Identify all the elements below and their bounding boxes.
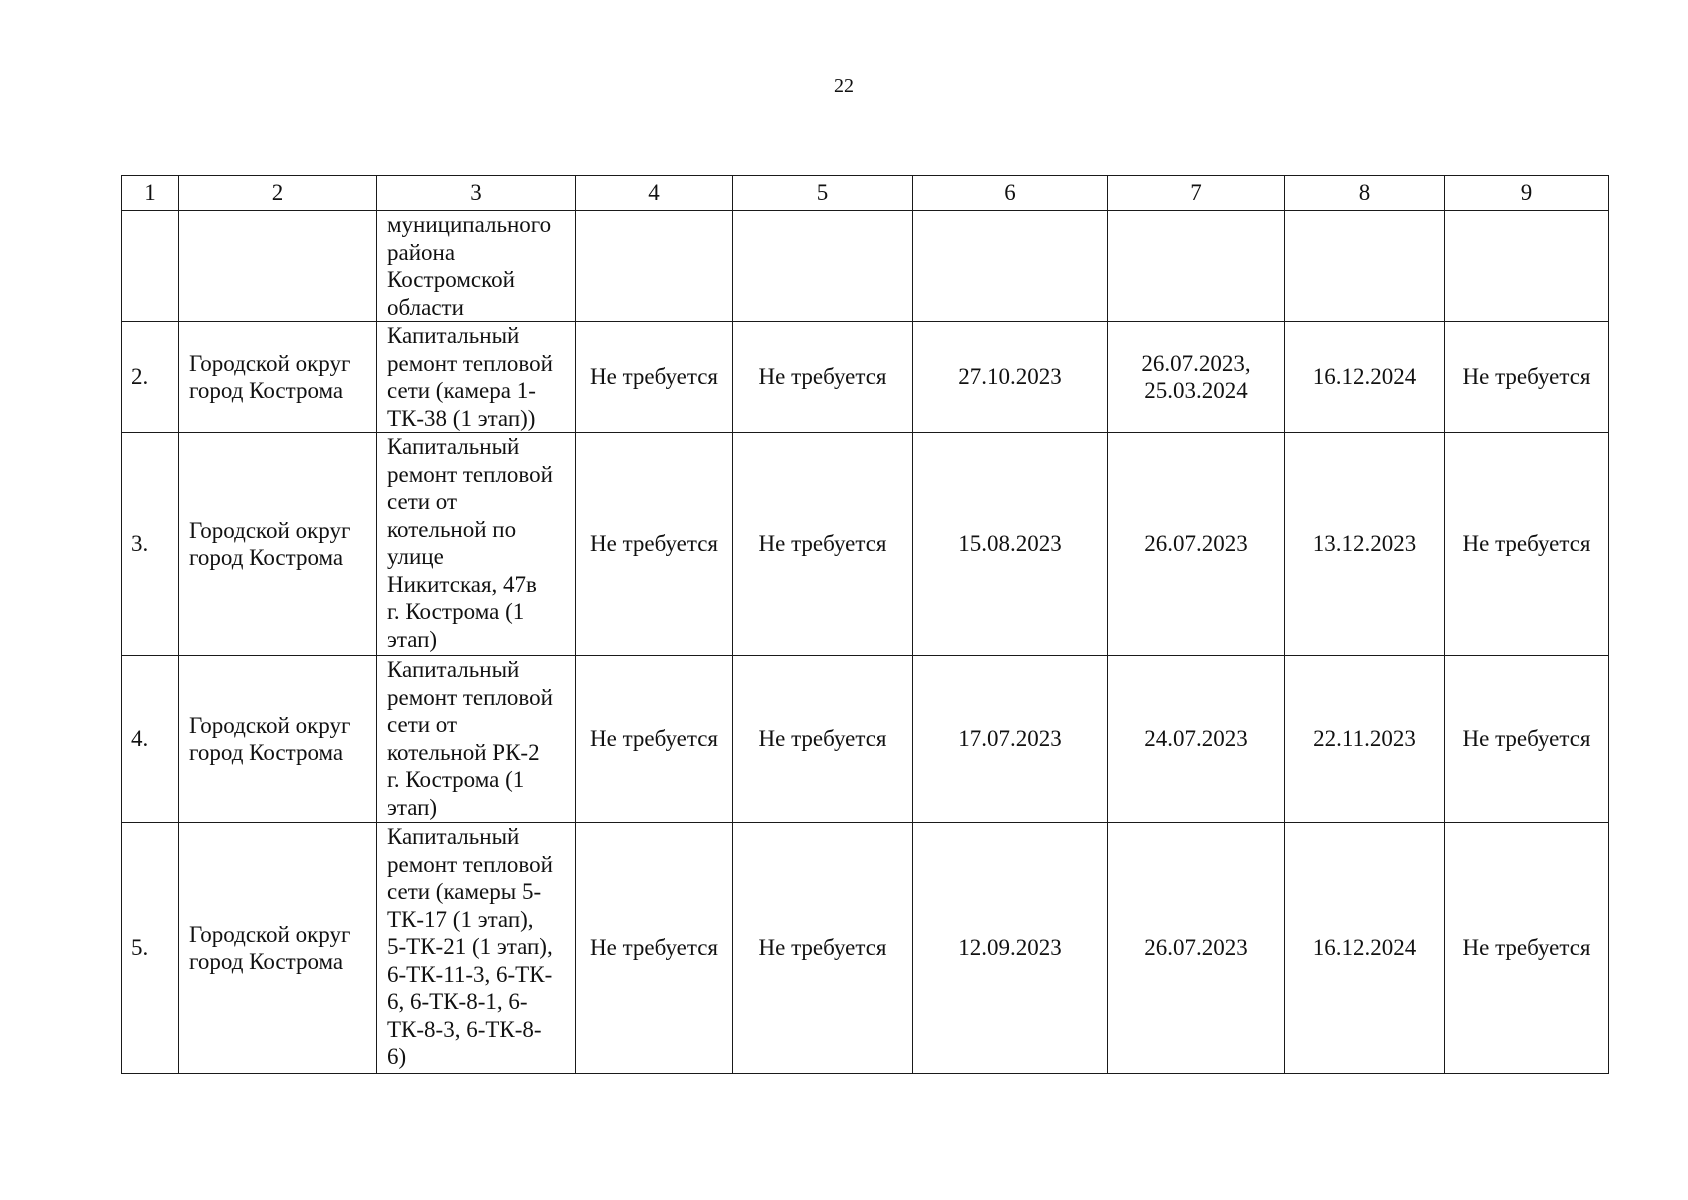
cell-line: муниципального bbox=[387, 212, 552, 237]
table-header-row bbox=[122, 176, 1609, 211]
cell-col9 bbox=[1445, 211, 1609, 322]
cell-col5 bbox=[733, 211, 913, 322]
cell-line: сети от bbox=[387, 489, 458, 514]
cell-col6: 12.09.2023 bbox=[913, 823, 1108, 1074]
cell-line: Капитальный bbox=[387, 323, 520, 348]
cell-col8: 16.12.2024 bbox=[1285, 322, 1445, 433]
cell-line: 6-ТК-11-3, 6-ТК- bbox=[387, 961, 553, 987]
table-row bbox=[122, 656, 1609, 823]
cell-object bbox=[377, 823, 576, 1074]
cell-number: 3. bbox=[122, 433, 179, 656]
cell-col5: Не требуется bbox=[733, 322, 913, 433]
cell-line: Городской округ bbox=[189, 350, 351, 376]
cell-line: ТК-17 (1 этап), bbox=[387, 906, 534, 932]
column-header-2: 2 bbox=[179, 176, 377, 211]
cell-line: ремонт тепловой bbox=[387, 684, 553, 710]
cell-line: г. Кострома (1 bbox=[387, 599, 525, 624]
cell-object bbox=[377, 433, 576, 656]
cell-col8: 13.12.2023 bbox=[1285, 433, 1445, 656]
cell-region bbox=[179, 322, 377, 433]
cell-line: город Кострома bbox=[189, 545, 344, 570]
table-row bbox=[122, 322, 1609, 433]
table-row bbox=[122, 433, 1609, 656]
cell-col8: 16.12.2024 bbox=[1285, 823, 1445, 1074]
cell-col6: 15.08.2023 bbox=[913, 433, 1108, 656]
column-header-6: 6 bbox=[913, 176, 1108, 211]
cell-col4: Не требуется bbox=[576, 322, 733, 433]
column-header-7: 7 bbox=[1108, 176, 1285, 211]
cell-line: 26.07.2023, bbox=[1141, 350, 1251, 376]
cell-region bbox=[179, 211, 377, 322]
cell-line: улице bbox=[387, 544, 444, 569]
cell-line: ремонт тепловой bbox=[387, 461, 553, 487]
cell-line: 25.03.2024 bbox=[1144, 378, 1248, 403]
cell-line: Городской округ bbox=[189, 517, 351, 543]
column-header-5: 5 bbox=[733, 176, 913, 211]
cell-line: Капитальный bbox=[387, 434, 520, 459]
cell-line: этап) bbox=[387, 794, 438, 820]
cell-col9: Не требуется bbox=[1445, 656, 1609, 823]
cell-col4: Не требуется bbox=[576, 823, 733, 1074]
cell-line: котельной по bbox=[387, 516, 517, 542]
cell-col5: Не требуется bbox=[733, 433, 913, 656]
cell-col4: Не требуется bbox=[576, 433, 733, 656]
cell-col7 bbox=[1108, 211, 1285, 322]
cell-line: сети от bbox=[387, 712, 458, 737]
cell-object bbox=[377, 656, 576, 823]
cell-col9: Не требуется bbox=[1445, 322, 1609, 433]
cell-line: ТК-38 (1 этап)) bbox=[387, 405, 536, 431]
document-table bbox=[121, 175, 1609, 1074]
cell-line: 6, 6-ТК-8-1, 6- bbox=[387, 989, 528, 1014]
cell-line: 24.07.2023 bbox=[1144, 726, 1248, 752]
cell-line: 6) bbox=[387, 1044, 407, 1069]
cell-line: котельной РК-2 bbox=[387, 739, 540, 765]
cell-col5: Не требуется bbox=[733, 656, 913, 823]
cell-line: этап) bbox=[387, 626, 438, 652]
cell-line: город Кострома bbox=[189, 740, 344, 765]
cell-line: 5-ТК-21 (1 этап), bbox=[387, 934, 553, 959]
table-row bbox=[122, 823, 1609, 1074]
cell-col8: 22.11.2023 bbox=[1285, 656, 1445, 823]
cell-col8 bbox=[1285, 211, 1445, 322]
cell-line: город Кострома bbox=[189, 378, 344, 403]
cell-line: ТК-8-3, 6-ТК-8- bbox=[387, 1016, 542, 1042]
cell-number: 4. bbox=[122, 656, 179, 823]
cell-object bbox=[377, 322, 576, 433]
cell-line: области bbox=[387, 294, 464, 320]
cell-number: 5. bbox=[122, 823, 179, 1074]
cell-line: сети (камеры 5- bbox=[387, 879, 542, 904]
cell-line: Городской округ bbox=[189, 921, 351, 947]
cell-col5: Не требуется bbox=[733, 823, 913, 1074]
cell-line: ремонт тепловой bbox=[387, 851, 553, 877]
cell-col7 bbox=[1108, 433, 1285, 656]
cell-region bbox=[179, 433, 377, 656]
cell-line: Капитальный bbox=[387, 824, 520, 849]
cell-line: ремонт тепловой bbox=[387, 350, 553, 376]
column-header-3: 3 bbox=[377, 176, 576, 211]
column-header-1: 1 bbox=[122, 176, 179, 211]
cell-line: сети (камера 1- bbox=[387, 378, 536, 403]
cell-line: Никитская, 47в bbox=[387, 571, 537, 597]
cell-col7 bbox=[1108, 322, 1285, 433]
cell-line: 26.07.2023 bbox=[1144, 531, 1248, 557]
cell-line: Капитальный bbox=[387, 657, 520, 682]
cell-line: Городской округ bbox=[189, 712, 351, 738]
table-row-continuation bbox=[122, 211, 1609, 322]
column-header-9: 9 bbox=[1445, 176, 1609, 211]
cell-col6: 27.10.2023 bbox=[913, 322, 1108, 433]
cell-line: Костромской bbox=[387, 267, 515, 292]
cell-col7 bbox=[1108, 823, 1285, 1074]
cell-col6 bbox=[913, 211, 1108, 322]
cell-region bbox=[179, 823, 377, 1074]
cell-col4 bbox=[576, 211, 733, 322]
column-header-8: 8 bbox=[1285, 176, 1445, 211]
cell-object bbox=[377, 211, 576, 322]
cell-number: 2. bbox=[122, 322, 179, 433]
cell-col9: Не требуется bbox=[1445, 823, 1609, 1074]
cell-line: г. Кострома (1 bbox=[387, 767, 525, 792]
cell-col6: 17.07.2023 bbox=[913, 656, 1108, 823]
cell-number bbox=[122, 211, 179, 322]
cell-col9: Не требуется bbox=[1445, 433, 1609, 656]
cell-line: района bbox=[387, 239, 456, 265]
cell-region bbox=[179, 656, 377, 823]
cell-line: 26.07.2023 bbox=[1144, 935, 1248, 961]
page-number: 22 bbox=[834, 75, 854, 97]
cell-line: город Кострома bbox=[189, 949, 344, 974]
cell-col4: Не требуется bbox=[576, 656, 733, 823]
cell-col7 bbox=[1108, 656, 1285, 823]
column-header-4: 4 bbox=[576, 176, 733, 211]
